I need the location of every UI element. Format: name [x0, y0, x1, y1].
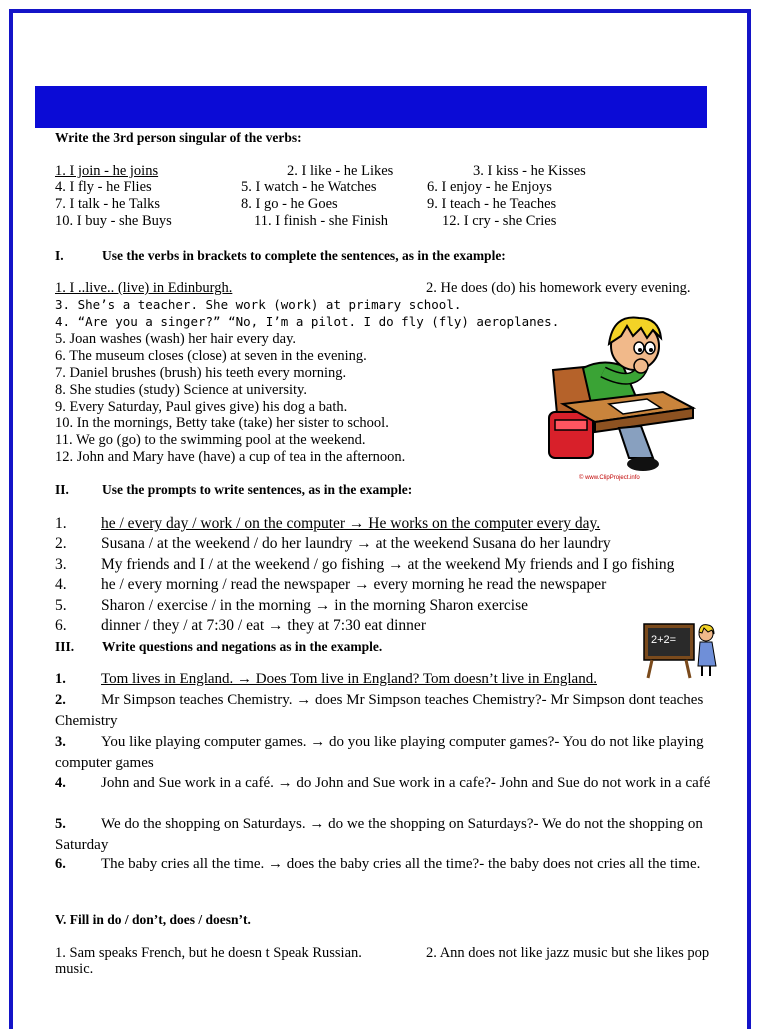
section-heading: Use the prompts to write sentences, as in the example:	[102, 482, 413, 497]
question-sentence: Tom lives in England. → Does Tom live in England? Tom doesn’t live in England.	[101, 671, 597, 687]
title-bar	[35, 86, 707, 128]
verb-item: 2. I like - he Likes	[287, 163, 394, 179]
section-number: III.	[55, 639, 75, 654]
exercise-sentence: 12. John and Mary have (have) a cup of tea in the afternoon.	[55, 449, 406, 465]
question-item	[55, 854, 745, 875]
prompt-number: 5.	[55, 597, 67, 614]
question-item	[55, 732, 745, 774]
verb-item: 3. I kiss - he Kisses	[473, 163, 586, 179]
question-item	[55, 690, 745, 732]
intro-instruction: Write the 3rd person singular of the verbs:	[55, 130, 302, 145]
exercise-sentence: 8. She studies (study) Science at university.	[55, 382, 307, 398]
verb-item: 7. I talk - he Talks	[55, 196, 161, 212]
prompt-sentence: My friends and I / at the weekend / go fishing → at the weekend My friends and I go fishing	[101, 556, 675, 573]
student-at-desk-illustration	[543, 308, 703, 478]
question-number: 3.	[55, 734, 66, 750]
question-number: 6.	[55, 856, 66, 872]
section-heading: Write questions and negations as in the example.	[102, 639, 383, 654]
prompt-number: 3.	[55, 556, 67, 573]
exercise-sentence: 10. In the mornings, Betty take (take) her sister to school.	[55, 415, 389, 431]
question-sentence: The baby cries all the time. → does the baby cries all the time?- the baby does not cries all the time.	[101, 856, 701, 872]
exercise-sentence: 7. Daniel brushes (brush) his teeth every morning.	[55, 365, 347, 381]
question-item	[55, 669, 745, 690]
image-credit: © www.ClipProject.info	[579, 475, 640, 481]
verb-item: 5. I watch - he Watches	[241, 179, 377, 195]
prompt-sentence: he / every morning / read the newspaper → every morning he read the newspaper	[101, 576, 607, 593]
question-number: 2.	[55, 692, 66, 708]
exercise-sentence: 11. We go (go) to the swimming pool at the weekend.	[55, 432, 366, 448]
prompt-sentence: he / every day / work / on the computer → He works on the computer every day.	[101, 515, 601, 532]
verb-item: 1. I join - he joins	[55, 163, 159, 179]
question-number: 4.	[55, 775, 66, 791]
verb-item: 4. I fly - he Flies	[55, 179, 152, 195]
exercise-sentence: 3. She’s a teacher. She work (work) at primary school.	[55, 297, 462, 312]
verb-item: 10. I buy - she Buys	[55, 213, 172, 229]
exercise-sentence: 4. “Are you a singer?” “No, I’m a pilot. I do fly (fly) aeroplanes.	[55, 314, 560, 329]
question-sentence: You like playing computer games. → do you like playing computer games?- You do not like playing computer games	[55, 734, 704, 771]
section-number: I.	[55, 248, 64, 263]
question-sentence: John and Sue work in a café. → do John and Sue work in a cafe?- John and Sue do not work in a café	[101, 775, 711, 791]
section-number: II.	[55, 482, 69, 497]
verb-item: 12. I cry - she Cries	[442, 213, 557, 229]
question-sentence: We do the shopping on Saturdays. → do we the shopping on Saturdays?- We do not the shopping on Saturday	[55, 816, 703, 853]
prompt-sentence: Susana / at the weekend / do her laundry → at the weekend Susana do her laundry	[101, 535, 611, 552]
section-heading: V. Fill in do / don’t, does / doesn’t.	[55, 912, 251, 927]
example-sentence: 2. He does (do) his homework every evening.	[426, 280, 691, 296]
prompt-sentence: Sharon / exercise / in the morning → in the morning Sharon exercise	[101, 597, 529, 614]
exercise-sentence: 5. Joan washes (wash) her hair every day.	[55, 331, 297, 347]
fill-in-sentence: 1. Sam speaks French, but he doesn t Speak Russian.	[55, 945, 362, 961]
section-heading: Use the verbs in brackets to complete the sentences, as in the example:	[102, 248, 506, 263]
exercise-sentence: 6. The museum closes (close) at seven in the evening.	[55, 348, 367, 364]
question-sentence: Mr Simpson teaches Chemistry. → does Mr Simpson teaches Chemistry?- Mr Simpson dont teaches Chemistry	[55, 692, 704, 729]
exercise-sentence: 9. Every Saturday, Paul gives give) his dog a bath.	[55, 399, 348, 415]
verb-item: 6. I enjoy - he Enjoys	[427, 179, 552, 195]
question-number: 5.	[55, 816, 66, 832]
prompt-number: 1.	[55, 515, 67, 532]
verb-item: 8. I go - he Goes	[241, 196, 338, 212]
prompt-number: 4.	[55, 576, 67, 593]
blackboard-text: 2+2=	[651, 634, 677, 646]
prompt-sentence: dinner / they / at 7:30 / eat → they at 7:30 eat dinner	[101, 617, 426, 634]
question-item	[55, 814, 745, 856]
fill-in-sentence: 2. Ann does not like jazz music but she likes pop music.	[55, 945, 710, 977]
question-number: 1.	[55, 671, 66, 687]
verb-item: 9. I teach - he Teaches	[427, 196, 557, 212]
prompt-number: 6.	[55, 617, 67, 634]
example-sentence: 1. I ..live.. (live) in Edinburgh.	[55, 280, 233, 296]
question-item	[55, 773, 745, 794]
prompt-number: 2.	[55, 535, 67, 552]
verb-item: 11. I finish - she Finish	[254, 213, 388, 229]
